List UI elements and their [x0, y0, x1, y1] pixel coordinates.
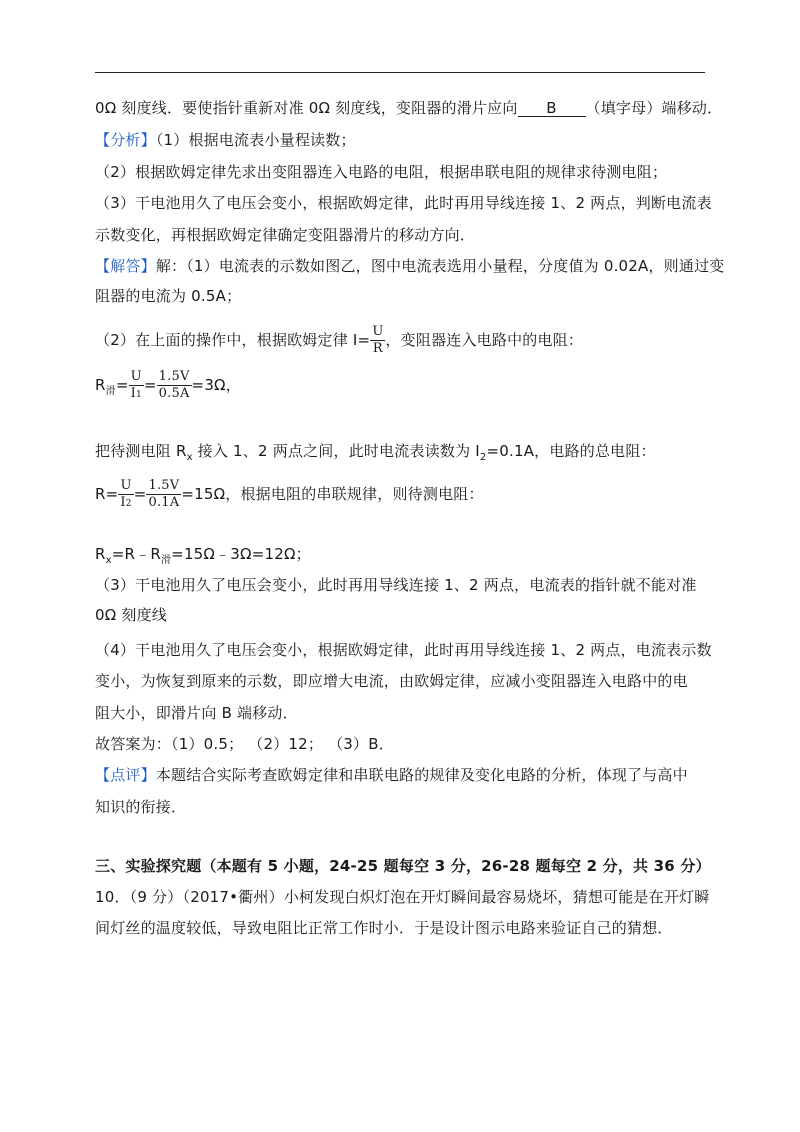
fraction-u-over-r — [370, 324, 385, 357]
formula-r-slide — [95, 365, 241, 408]
subscript: 滑 — [105, 386, 116, 397]
subscript: 1 — [135, 389, 142, 400]
text-line-3: （2）根据欧姆定律先求出变阻器连入电路的电阻，根据串联电阻的规律求待测电阻； — [95, 163, 668, 181]
question-10-line-1: 10．（9 分）（2017•衢州）小柯发现白炽灯泡在开灯瞬间最容易烧坏，猜想可能是在开灯瞬 — [95, 888, 710, 906]
text-line-14: 变小，为恢复到原来的示数，即应增大电流，由欧姆定律，应减小变阻器连入电路中的电 — [95, 672, 688, 690]
text-line-12: 0Ω 刻度线 — [95, 606, 167, 624]
solution-tag: 【解答】 — [95, 257, 156, 275]
fraction-denominator: 0.5A — [158, 386, 190, 401]
subscript: 2 — [125, 498, 132, 509]
fraction-values — [146, 478, 181, 511]
fraction-numerator: U — [118, 478, 133, 495]
ohm-law-line — [95, 322, 583, 358]
section-heading: 三、实验探究题（本题有 5 小题，24-25 题每空 3 分，26-28 题每空 2 分，共 36 分） — [95, 857, 711, 875]
comment-line — [95, 765, 688, 785]
fraction-denominator: 0.1A — [148, 495, 180, 510]
subscript: x — [105, 555, 112, 566]
formula-text: R — [95, 376, 106, 394]
formula-text: =3Ω， — [191, 376, 241, 394]
line-text: （填字母）端移动． — [585, 99, 723, 117]
line-text: 接入 1、2 两点之间，此时电流表读数为 I — [192, 442, 480, 460]
formula-text: R — [95, 545, 106, 563]
line-text: ，变阻器连入电路中的电阻： — [385, 331, 584, 349]
line-text: 解：（1）电流表的示数如图乙，图中电流表选用小量程，分度值为 0.02A，则通过变 — [155, 257, 725, 275]
fraction-denominator — [118, 495, 133, 512]
subscript: x — [186, 452, 193, 463]
fraction-values — [157, 369, 192, 402]
header-rule — [95, 72, 705, 73]
text-line-5: 示数变化，再根据欧姆定律确定变阻器滑片的移动方向． — [95, 226, 476, 244]
formula-text: =15Ω﹣3Ω=12Ω； — [171, 545, 311, 563]
text-line-18: 知识的衔接． — [95, 798, 187, 816]
answer-blank: B — [518, 100, 586, 117]
fraction-denominator: R — [372, 341, 383, 356]
line-text: 把待测电阻 R — [95, 442, 187, 460]
formula-text: R= — [95, 485, 119, 503]
formula-r-total — [95, 474, 484, 514]
fraction-u-over-i1 — [129, 369, 144, 403]
fraction-numerator: 1.5V — [148, 478, 180, 493]
formula-text: = — [133, 485, 147, 503]
formula-text: = — [115, 376, 129, 394]
formula-text: =R﹣R — [111, 545, 161, 563]
text-line-11: （3）干电池用久了电压会变小，此时再用导线连接 1、2 两点，电流表的指针就不能对准 — [95, 576, 697, 594]
subscript: 2 — [479, 452, 487, 463]
formula-text: =15Ω，根据电阻的串联规律，则待测电阻： — [181, 485, 484, 503]
text-line-9 — [95, 441, 656, 464]
fraction-numerator: U — [372, 324, 384, 339]
fraction-u-over-i2 — [118, 478, 133, 512]
line-text: （1）根据电流表小量程读数； — [155, 131, 356, 149]
fraction-numerator: 1.5V — [158, 369, 190, 384]
solution-line — [95, 256, 725, 276]
fraction-numerator: U — [129, 369, 144, 386]
subscript: 滑 — [160, 555, 172, 566]
text-line-15: 阻大小，即滑片向 B 端移动． — [95, 704, 298, 722]
formula-rx — [95, 544, 311, 567]
line-text: 本题结合实际考查欧姆定律和串联电路的规律及变化电路的分析，体现了与高中 — [155, 766, 688, 784]
text-line-4: （3）干电池用久了电压会变小，根据欧姆定律，此时再用导线连接 1、2 两点，判断电流表 — [95, 194, 712, 212]
formula-text: = — [143, 376, 157, 394]
formula-text: I — [130, 385, 136, 401]
formula-text: I — [120, 494, 126, 510]
analysis-line — [95, 130, 356, 150]
text-line-7: 阻器的电流为 0.5A； — [95, 287, 242, 305]
line-text: 0Ω 刻度线．要使指针重新对准 0Ω 刻度线，变阻器的滑片应向 — [95, 99, 518, 117]
text-line-1 — [95, 98, 722, 118]
answer-line: 故答案为：（1）0.5； （2）12； （3）B． — [95, 735, 394, 753]
analysis-tag: 【分析】 — [95, 131, 156, 149]
line-text: （2）在上面的操作中，根据欧姆定律 I= — [95, 331, 371, 349]
question-10-line-2: 间灯丝的温度较低，导致电阻比正常工作时小．于是设计图示电路来验证自己的猜想． — [95, 919, 673, 937]
fraction-denominator — [129, 386, 144, 403]
text-line-13: （4）干电池用久了电压会变小，根据欧姆定律，此时再用导线连接 1、2 两点，电流表示数 — [95, 641, 712, 659]
comment-tag: 【点评】 — [95, 766, 156, 784]
line-text: =0.1A，电路的总电阻： — [486, 442, 656, 460]
